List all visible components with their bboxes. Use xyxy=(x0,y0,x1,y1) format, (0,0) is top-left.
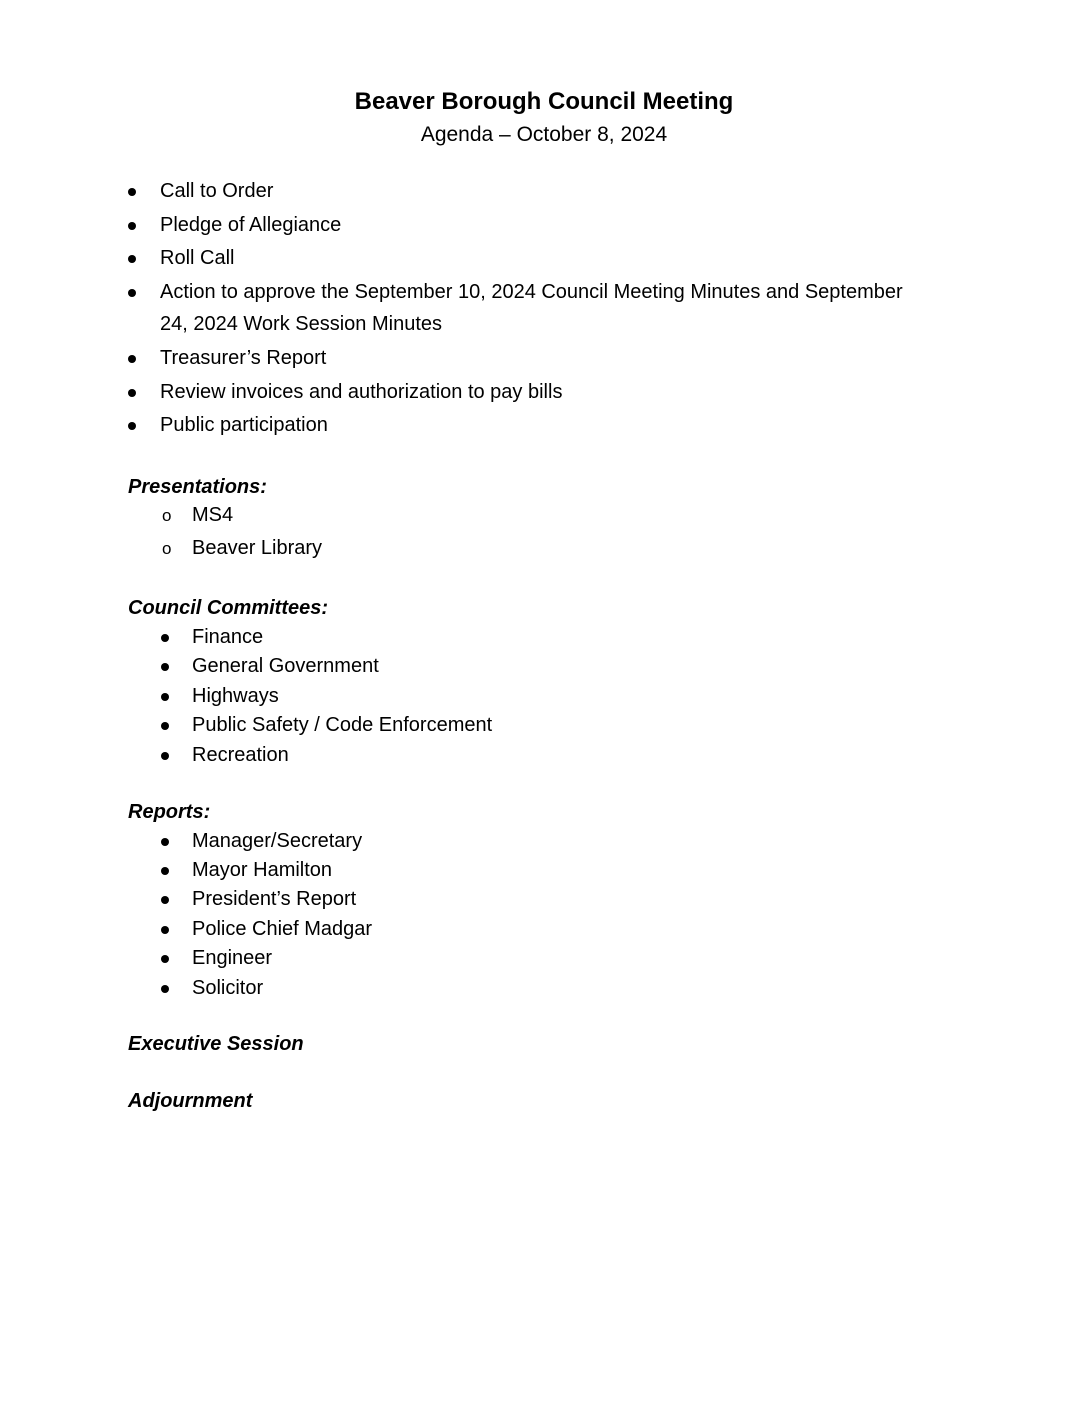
list-item: Beaver Library xyxy=(192,537,323,559)
list-item: Pledge of Allegiance xyxy=(160,214,342,236)
bullet-icon xyxy=(128,389,136,397)
bullet-icon xyxy=(128,355,136,363)
list-item-continuation: 24, 2024 Work Session Minutes xyxy=(160,313,443,335)
bullet-icon xyxy=(161,722,169,730)
bullet-icon xyxy=(161,926,169,934)
list-item: Action to approve the September 10, 2024 Council Meeting Minutes and September xyxy=(160,281,903,303)
executive-session-heading: Executive Session xyxy=(128,1033,304,1055)
presentations-heading: Presentations: xyxy=(128,476,267,498)
bullet-icon xyxy=(161,663,169,671)
list-item: Call to Order xyxy=(160,180,274,202)
list-item: Roll Call xyxy=(160,247,235,269)
bullet-icon xyxy=(128,289,136,297)
bullet-icon xyxy=(161,896,169,904)
bullet-icon xyxy=(128,422,136,430)
bullet-icon xyxy=(128,255,136,263)
page-title: Beaver Borough Council Meeting xyxy=(354,88,734,115)
bullet-icon xyxy=(161,955,169,963)
list-item: Public Safety / Code Enforcement xyxy=(192,714,493,736)
bullet-icon xyxy=(128,188,136,196)
list-item: Police Chief Madgar xyxy=(192,918,373,940)
list-item: Manager/Secretary xyxy=(192,830,363,852)
list-item: Treasurer’s Report xyxy=(160,347,327,369)
list-item: Review invoices and authorization to pay bills xyxy=(160,381,563,403)
list-item: Engineer xyxy=(192,947,273,969)
list-item: Public participation xyxy=(160,414,328,436)
committees-heading: Council Committees: xyxy=(128,597,329,619)
list-item: President’s Report xyxy=(192,888,357,910)
bullet-icon xyxy=(161,838,169,846)
reports-heading: Reports: xyxy=(128,801,211,823)
circle-bullet-icon: o xyxy=(162,506,172,525)
list-item: MS4 xyxy=(192,504,234,526)
bullet-icon xyxy=(128,222,136,230)
bullet-icon xyxy=(161,693,169,701)
list-item: Solicitor xyxy=(192,977,264,999)
list-item: General Government xyxy=(192,655,379,677)
bullet-icon xyxy=(161,867,169,875)
page-subtitle: Agenda – October 8, 2024 xyxy=(420,123,668,146)
list-item: Finance xyxy=(192,626,264,648)
circle-bullet-icon: o xyxy=(162,539,172,558)
bullet-icon xyxy=(161,634,169,642)
bullet-icon xyxy=(161,985,169,993)
bullet-icon xyxy=(161,752,169,760)
list-item: Highways xyxy=(192,685,279,707)
list-item: Mayor Hamilton xyxy=(192,859,333,881)
list-item: Recreation xyxy=(192,744,289,766)
adjournment-heading: Adjournment xyxy=(128,1090,253,1112)
